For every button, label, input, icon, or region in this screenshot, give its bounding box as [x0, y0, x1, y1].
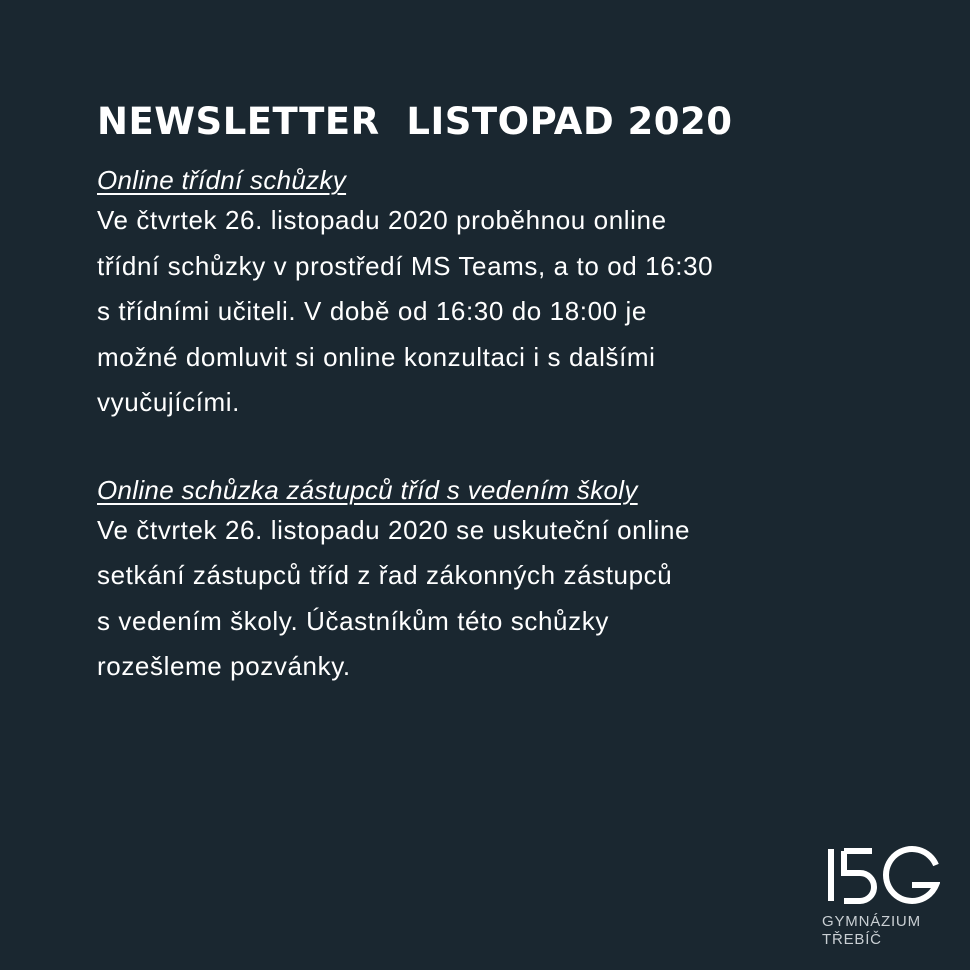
- paragraph-line: Ve čtvrtek 26. listopadu 2020 proběhnou online: [97, 205, 667, 235]
- school-logo: [822, 845, 942, 955]
- logo-text-line2: TŘEBÍČ: [822, 931, 882, 948]
- newsletter-content: [97, 96, 917, 690]
- paragraph-line: možné domluvit si online konzultaci i s dalšími: [97, 341, 656, 372]
- paragraph-line: s třídními učiteli. V době od 16:30 do 18:00 je: [97, 296, 647, 326]
- section-class-meetings: [97, 162, 917, 426]
- paragraph-line: rozešleme pozvánky.: [97, 651, 351, 681]
- logo-text-line1: GYMNÁZIUM: [822, 913, 921, 930]
- page-title: NEWSLETTER LISTOPAD 2020: [97, 100, 733, 143]
- section-representatives-meeting: [97, 472, 917, 690]
- paragraph-line: setkání zástupců tříd z řad zákonných zástupců: [97, 560, 673, 590]
- paragraph-line: vyučujícími.: [97, 387, 241, 417]
- paragraph-line: s vedením školy. Účastníkům této schůzky: [97, 605, 609, 636]
- logo-150-mark: [822, 845, 940, 905]
- paragraph-line: Ve čtvrtek 26. listopadu 2020 se uskuteční online: [97, 514, 691, 545]
- section-heading: Online schůzka zástupců tříd s vedením školy: [97, 474, 638, 505]
- paragraph-line: třídní schůzky v prostředí MS Teams, a to od 16:30: [97, 250, 714, 281]
- logo-text: [822, 913, 942, 949]
- section-heading: Online třídní schůzky: [97, 165, 347, 195]
